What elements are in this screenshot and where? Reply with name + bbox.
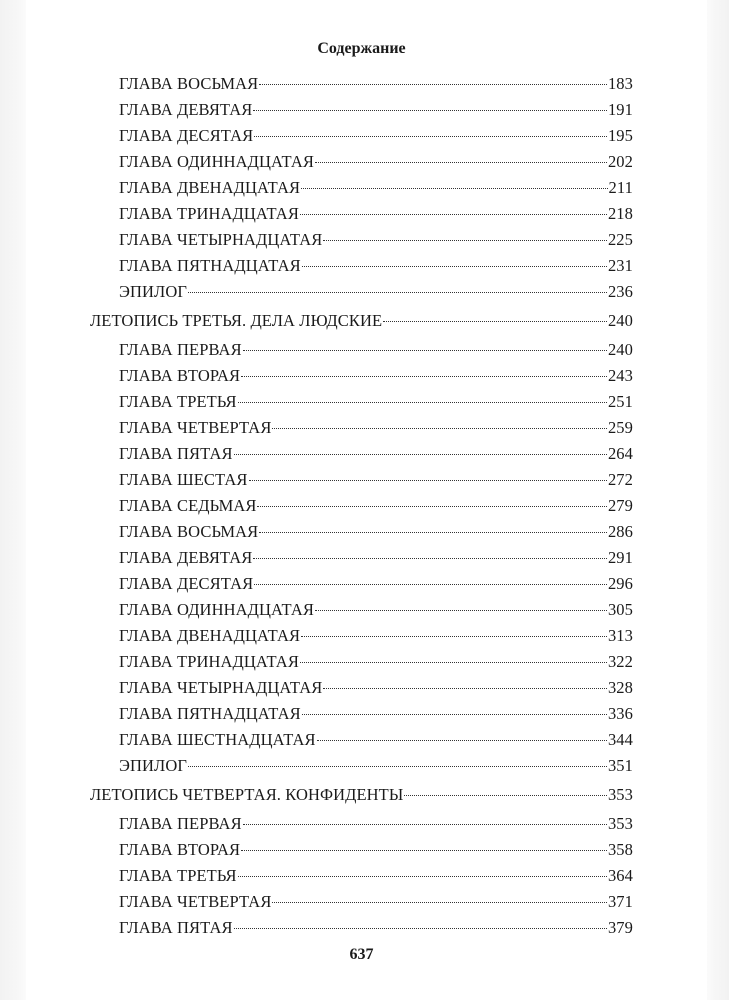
toc-entry-page: 296	[607, 574, 633, 593]
toc-entry-page: 291	[607, 548, 633, 567]
toc-chapter-entry[interactable]	[90, 597, 633, 623]
toc-entry-page: 259	[607, 418, 633, 437]
toc-entry-page: 218	[607, 204, 633, 223]
page-heading: Содержание	[317, 40, 406, 57]
toc-entry-title: ГЛАВА СЕДЬМАЯ	[119, 496, 257, 515]
toc-entry-title: ГЛАВА ОДИННАДЦАТАЯ	[119, 600, 315, 619]
dot-leader	[257, 506, 606, 507]
toc-entry-title: ГЛАВА ПЯТНАДЦАТАЯ	[119, 256, 301, 275]
toc-entry-title: ГЛАВА ДЕВЯТАЯ	[119, 548, 253, 567]
toc-entry-title: ГЛАВА ДВЕНАДЦАТАЯ	[119, 626, 301, 645]
dot-leader	[253, 558, 607, 559]
toc-entry-page: 191	[607, 100, 633, 119]
toc-entry-title: ГЛАВА ЧЕТВЕРТАЯ	[119, 892, 272, 911]
dot-leader	[243, 350, 607, 351]
toc-chapter-entry[interactable]	[90, 915, 633, 941]
toc-entry-page: 211	[608, 178, 633, 197]
toc-entry-page: 371	[607, 892, 633, 911]
dot-leader	[253, 110, 607, 111]
toc-entry-title: ГЛАВА ЧЕТЫРНАДЦАТАЯ	[119, 678, 323, 697]
toc-chapter-entry[interactable]	[90, 889, 633, 915]
toc-entry-page: 322	[607, 652, 633, 671]
dot-leader	[272, 428, 607, 429]
toc-entry-title: ГЛАВА ШЕСТНАДЦАТАЯ	[119, 730, 316, 749]
toc-entry-title: ЛЕТОПИСЬ ЧЕТВЕРТАЯ. КОНФИДЕНТЫ	[90, 785, 404, 804]
dot-leader	[188, 292, 607, 293]
dot-leader	[300, 214, 607, 215]
toc-entry-page: 364	[607, 866, 633, 885]
dot-leader	[404, 795, 607, 796]
dot-leader	[188, 766, 607, 767]
toc-entry-page: 305	[607, 600, 633, 619]
toc-entry-title: ГЛАВА ВОСЬМАЯ	[119, 522, 259, 541]
toc-entry-title: ГЛАВА ПЯТАЯ	[119, 918, 233, 937]
toc-entry-page: 264	[607, 444, 633, 463]
dot-leader	[302, 266, 607, 267]
toc-entry-page: 353	[607, 785, 633, 804]
toc-chapter-entry[interactable]	[90, 279, 633, 305]
dot-leader	[234, 454, 607, 455]
toc-chapter-entry[interactable]	[90, 441, 633, 467]
dot-leader	[323, 688, 607, 689]
toc-chapter-entry[interactable]	[90, 493, 633, 519]
toc-entry-title: ЭПИЛОГ	[119, 756, 187, 775]
dot-leader	[259, 84, 607, 85]
toc-chapter-entry[interactable]	[90, 467, 633, 493]
toc-entry-page: 240	[607, 340, 633, 359]
toc-chapter-entry[interactable]	[90, 837, 633, 863]
toc-entry-title: ГЛАВА ДЕВЯТАЯ	[119, 100, 253, 119]
toc-chapter-entry[interactable]	[90, 149, 633, 175]
dot-leader	[315, 162, 607, 163]
toc-chapter-entry[interactable]	[90, 545, 633, 571]
toc-entry-title: ГЛАВА ПЕРВАЯ	[119, 814, 242, 833]
toc-chapter-entry[interactable]	[90, 201, 633, 227]
dot-leader	[301, 188, 607, 189]
toc-entry-page: 251	[607, 392, 633, 411]
toc-chapter-entry[interactable]	[90, 753, 633, 779]
page-shadow-right	[707, 0, 729, 1000]
dot-leader	[272, 902, 607, 903]
toc-chapter-entry[interactable]	[90, 701, 633, 727]
dot-leader	[254, 584, 607, 585]
toc-chapter-entry[interactable]	[90, 97, 633, 123]
toc-entry-page: 279	[607, 496, 633, 515]
dot-leader	[302, 714, 607, 715]
dot-leader	[249, 480, 607, 481]
toc-entry-title: ГЛАВА ТРЕТЬЯ	[119, 392, 237, 411]
toc-entry-page: 240	[607, 311, 633, 330]
toc-chapter-entry[interactable]	[90, 123, 633, 149]
toc-entry-title: ГЛАВА ЧЕТЫРНАДЦАТАЯ	[119, 230, 323, 249]
toc-section-entry[interactable]	[90, 308, 633, 334]
toc-entry-title: ГЛАВА ПЯТНАДЦАТАЯ	[119, 704, 301, 723]
toc-entry-title: ГЛАВА ПЕРВАЯ	[119, 340, 242, 359]
toc-chapter-entry[interactable]	[90, 71, 633, 97]
toc-chapter-entry[interactable]	[90, 253, 633, 279]
toc-entry-page: 313	[607, 626, 633, 645]
toc-entry-title: ГЛАВА ДВЕНАДЦАТАЯ	[119, 178, 301, 197]
toc-entry-title: ГЛАВА ТРЕТЬЯ	[119, 866, 237, 885]
toc-entry-page: 243	[607, 366, 633, 385]
toc-entry-page: 236	[607, 282, 633, 301]
dot-leader	[301, 636, 607, 637]
dot-leader	[241, 376, 607, 377]
toc-entry-title: ЛЕТОПИСЬ ТРЕТЬЯ. ДЕЛА ЛЮДСКИЕ	[90, 311, 383, 330]
toc-entry-page: 272	[607, 470, 633, 489]
toc-entry-title: ГЛАВА ШЕСТАЯ	[119, 470, 248, 489]
toc-chapter-entry[interactable]	[90, 337, 633, 363]
dot-leader	[259, 532, 607, 533]
toc-chapter-entry[interactable]	[90, 727, 633, 753]
dot-leader	[300, 662, 607, 663]
toc-section-entry[interactable]	[90, 782, 633, 808]
page-number: 637	[349, 946, 374, 963]
toc-chapter-entry[interactable]	[90, 227, 633, 253]
toc-entry-title: ГЛАВА ДЕСЯТАЯ	[119, 126, 254, 145]
toc-chapter-entry[interactable]	[90, 623, 633, 649]
toc-entry-title: ЭПИЛОГ	[119, 282, 187, 301]
dot-leader	[383, 321, 607, 322]
toc-chapter-entry[interactable]	[90, 415, 633, 441]
toc-chapter-entry[interactable]	[90, 571, 633, 597]
toc-entry-title: ГЛАВА ПЯТАЯ	[119, 444, 233, 463]
toc-entry-page: 231	[607, 256, 633, 275]
toc-entry-page: 379	[607, 918, 633, 937]
toc-entry-page: 351	[607, 756, 633, 775]
toc-chapter-entry[interactable]	[90, 519, 633, 545]
toc-entry-page: 358	[607, 840, 633, 859]
toc-entry-page: 344	[607, 730, 633, 749]
toc-chapter-entry[interactable]	[90, 649, 633, 675]
toc-entry-page: 328	[607, 678, 633, 697]
toc-entry-title: ГЛАВА ЧЕТВЕРТАЯ	[119, 418, 272, 437]
toc-chapter-entry[interactable]	[90, 675, 633, 701]
toc-entry-title: ГЛАВА ОДИННАДЦАТАЯ	[119, 152, 315, 171]
toc-entry-page: 202	[607, 152, 633, 171]
page-shadow-left	[0, 0, 26, 1000]
toc-entry-title: ГЛАВА ВОСЬМАЯ	[119, 74, 259, 93]
dot-leader	[254, 136, 607, 137]
toc-entry-title: ГЛАВА ТРИНАДЦАТАЯ	[119, 204, 299, 223]
toc-chapter-entry[interactable]	[90, 363, 633, 389]
dot-leader	[243, 824, 607, 825]
toc-entry-page: 336	[607, 704, 633, 723]
toc-entry-page: 225	[607, 230, 633, 249]
toc-entry-title: ГЛАВА ВТОРАЯ	[119, 840, 241, 859]
toc-entry-title: ГЛАВА ТРИНАДЦАТАЯ	[119, 652, 299, 671]
dot-leader	[317, 740, 607, 741]
toc-entry-page: 286	[607, 522, 633, 541]
dot-leader	[238, 876, 607, 877]
toc-entry-title: ГЛАВА ВТОРАЯ	[119, 366, 241, 385]
toc-chapter-entry[interactable]	[90, 389, 633, 415]
dot-leader	[238, 402, 607, 403]
table-of-contents	[90, 71, 633, 941]
toc-chapter-entry[interactable]	[90, 811, 633, 837]
toc-entry-page: 353	[607, 814, 633, 833]
toc-chapter-entry[interactable]	[90, 175, 633, 201]
book-page	[90, 0, 633, 1000]
toc-entry-page: 195	[607, 126, 633, 145]
dot-leader	[323, 240, 607, 241]
dot-leader	[315, 610, 607, 611]
dot-leader	[234, 928, 607, 929]
toc-chapter-entry[interactable]	[90, 863, 633, 889]
toc-entry-page: 183	[607, 74, 633, 93]
dot-leader	[241, 850, 607, 851]
toc-entry-title: ГЛАВА ДЕСЯТАЯ	[119, 574, 254, 593]
